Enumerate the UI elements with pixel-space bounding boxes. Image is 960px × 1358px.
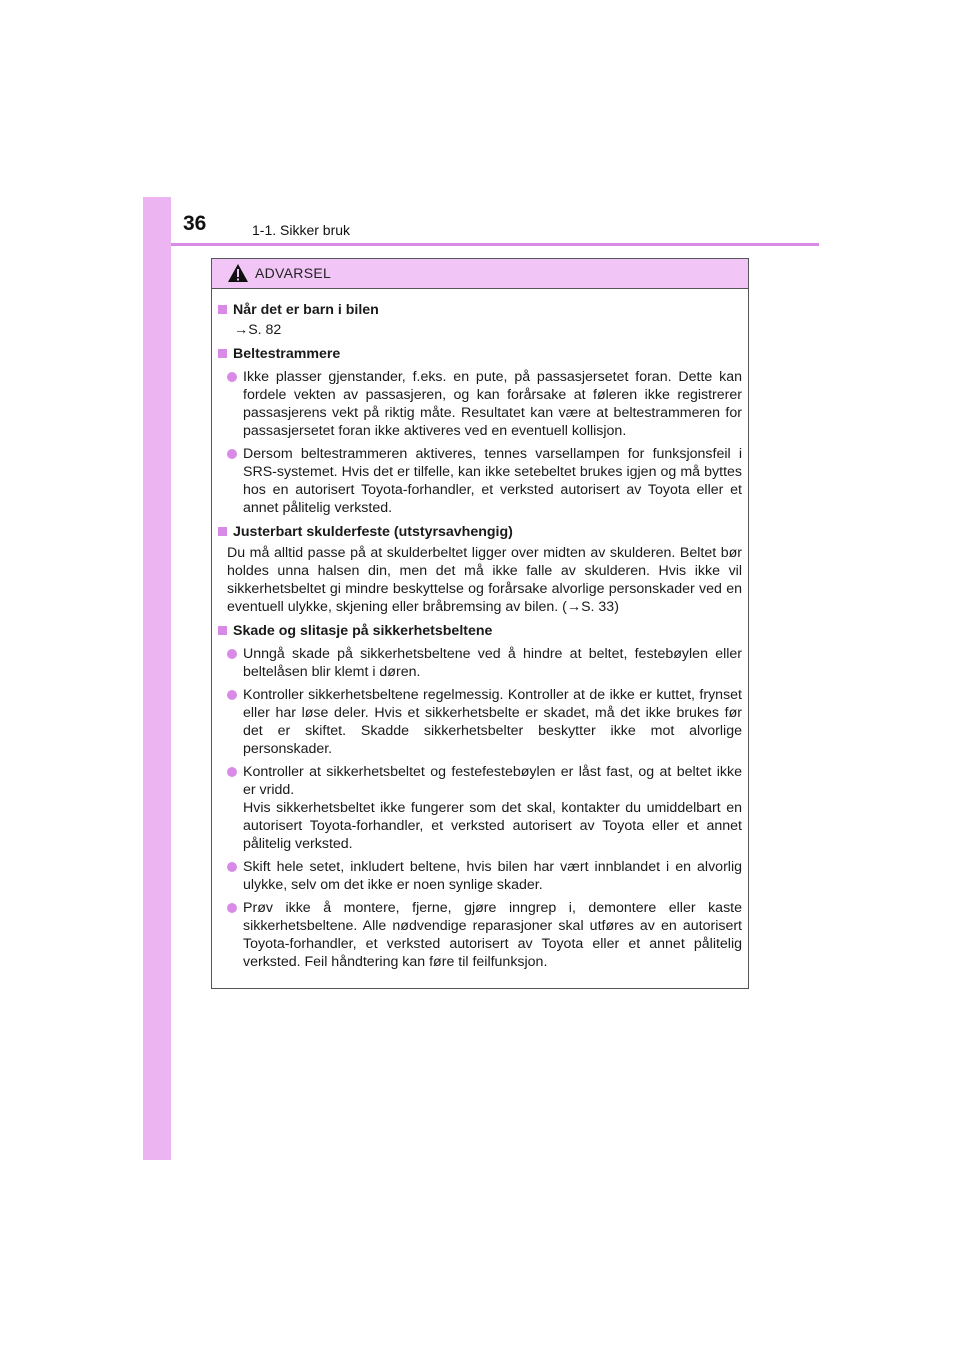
warning-triangle-icon [227, 263, 249, 283]
section-title: 1-1. Sikker bruk [252, 222, 351, 238]
list-item: Prøv ikke å montere, fjerne, gjøre inngrep i, demontere eller kaste sikkerhetsbeltene. Alle nødvendige reparasjoner skal utføres av en autorisert Toyota-forhandler, et verksted autorisert av Toyota eller et annet pålitelig verksted. Feil håndtering kan føre til feilfunksjon. [218, 899, 742, 971]
warning-header [212, 259, 748, 289]
warning-content [212, 289, 748, 971]
circle-bullet-icon [227, 767, 237, 777]
chapter-side-tab [143, 197, 171, 1160]
circle-bullet-icon [227, 649, 237, 659]
square-bullet-icon [218, 305, 227, 314]
section-heading: Skade og slitasje på sikkerhetsbeltene [218, 622, 742, 640]
list-item: Kontroller at sikkerhetsbeltet og festefestebøylen er låst fast, og at beltet ikke er vridd. Hvis sikkerhetsbeltet ikke fungerer som det skal, kontakter du umiddelbart en autorisert Toyota-forhandler, et verksted autorisert av Toyota eller et annet pålitelig verksted. [218, 763, 742, 853]
list-item: Skift hele setet, inkludert beltene, hvis bilen har vært innblandet i en alvorlig ulykke, selv om det ikke er noen synlige skader. [218, 858, 742, 894]
square-bullet-icon [218, 626, 227, 635]
section-heading: Beltestrammere [218, 345, 742, 363]
section-heading: Justerbart skulderfeste (utstyrsavhengig) [218, 523, 742, 541]
section-paragraph: Du må alltid passe på at skulderbeltet ligger over midten av skulderen. Beltet bør holdes unna halsen din, men det må ikke falle av skulderen. Hvis ikke vil sikkerhetsbeltet gi mindre beskyttelse og forårsake alvorlige personskader ved en eventuell ulykke, skjening eller bråbremsing av bilen. (→S. 33) [227, 545, 742, 615]
warning-label: ADVARSEL [255, 265, 332, 281]
circle-bullet-icon [227, 690, 237, 700]
circle-bullet-icon [227, 449, 237, 459]
warning-box [211, 258, 749, 989]
circle-bullet-icon [227, 372, 237, 382]
list-item: Dersom beltestrammeren aktiveres, tennes varsellampen for funksjonsfeil i SRS-systemet. Hvis det er tilfelle, kan ikke setebeltet brukes igjen og må byttes hos en autorisert Toyota-forhandler, et verksted autorisert av Toyota eller et annet pålitelig verksted. [218, 445, 742, 517]
list-item: Unngå skade på sikkerhetsbeltene ved å hindre at beltet, festebøylen eller beltelåsen blir klemt i døren. [218, 645, 742, 681]
circle-bullet-icon [227, 862, 237, 872]
circle-bullet-icon [227, 903, 237, 913]
list-item: Kontroller sikkerhetsbeltene regelmessig. Kontroller at de ikke er kuttet, frynset eller har løse deler. Hvis et sikkerhetsbelte er skadet, må det ikke brukes før det er skiftet. Skadde sikkerhetsbelter beskytter ikke mot alvorlige personskader. [218, 686, 742, 758]
square-bullet-icon [218, 527, 227, 536]
page-number: 36 [183, 212, 207, 235]
square-bullet-icon [218, 349, 227, 358]
header-rule [171, 243, 819, 246]
section-heading: Når det er barn i bilen [218, 301, 742, 319]
page-reference: →S. 82 [234, 322, 282, 338]
list-item: Ikke plasser gjenstander, f.eks. en pute, på passasjersetet foran. Dette kan fordele vekten av passasjeren, og kan forårsake at føleren ikke registrerer passasjerens vekt på riktig måte. Resultatet kan være at beltestrammeren for passasjersetet foran ikke aktiveres ved en eventuell kollisjon. [218, 368, 742, 440]
